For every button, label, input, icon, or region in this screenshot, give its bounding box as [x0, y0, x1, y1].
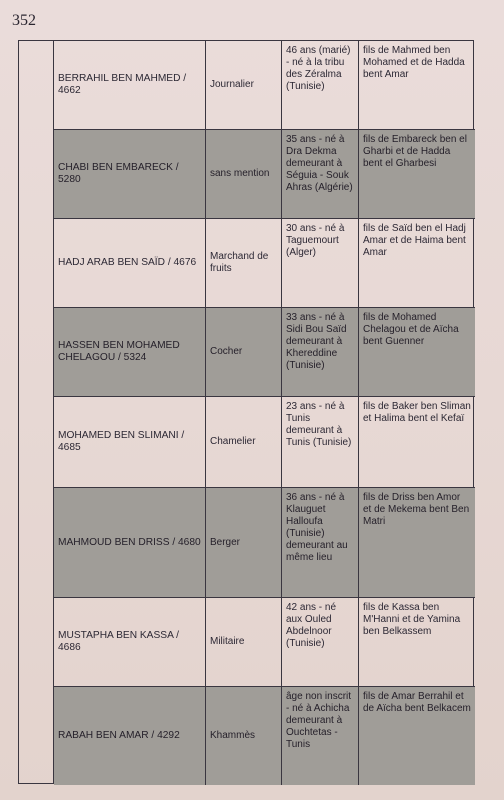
- age-birthplace: 23 ans - né à Tunis demeurant à Tunis (Tunisie): [282, 397, 359, 487]
- table-margin-column: [19, 41, 54, 783]
- person-name: HADJ ARAB BEN SAÏD / 4676: [54, 219, 206, 307]
- filiation: fils de Baker ben Sliman et Halima bent el Kefaï: [363, 401, 471, 424]
- age-birthplace: 42 ans - né aux Ouled Abdelnoor (Tunisie): [282, 598, 359, 686]
- person-name: HASSEN BEN MOHAMED CHELAGOU / 5324: [54, 308, 206, 396]
- person-name: CHABI BEN EMBARECK / 5280: [54, 130, 206, 218]
- filiation: fils de Kassa ben M'Hanni et de Yamina ben Belkassem: [363, 602, 461, 637]
- occupation: Berger: [206, 488, 282, 597]
- filiation: fils de Mahmed ben Mohamed et de Hadda bent Amar: [363, 45, 465, 80]
- person-name: BERRAHIL BEN MAHMED / 4662: [54, 41, 206, 129]
- person-name: MAHMOUD BEN DRISS / 4680: [54, 488, 206, 597]
- age-birthplace: 36 ans - né à Klauguet Halloufa (Tunisie) demeurant au même lieu: [282, 488, 359, 597]
- filiation: fils de Amar Berrahil et de Aïcha bent Belkacem: [363, 691, 471, 714]
- occupation: Journalier: [206, 41, 282, 129]
- table-row: [54, 41, 475, 130]
- filiation: fils de Mohamed Chelagou et de Aïcha bent Guenner: [363, 312, 459, 347]
- occupation: Marchand de fruits: [206, 219, 282, 307]
- occupation: Khammès: [206, 687, 282, 785]
- table-row: [54, 308, 475, 397]
- table-row: [54, 687, 475, 785]
- age-birthplace: 35 ans - né à Dra Dekma demeurant à Séguia - Souk Ahras (Algérie): [282, 130, 359, 218]
- page-number: 352: [12, 12, 36, 29]
- table-row: [54, 219, 475, 308]
- age-birthplace: 30 ans - né à Taguemourt (Alger): [282, 219, 359, 307]
- occupation: Cocher: [206, 308, 282, 396]
- occupation: Chamelier: [206, 397, 282, 487]
- person-name: RABAH BEN AMAR / 4292: [54, 687, 206, 785]
- filiation: fils de Driss ben Amor et de Mekema bent Ben Matri: [363, 492, 470, 527]
- filiation: fils de Saïd ben el Hadj Amar et de Haima bent Amar: [363, 223, 466, 258]
- table-row: [54, 598, 475, 687]
- table-row: [54, 488, 475, 598]
- age-birthplace: 33 ans - né à Sidi Bou Saïd demeurant à Khereddine (Tunisie): [282, 308, 359, 396]
- table-row: [54, 397, 475, 488]
- filiation: fils de Embareck ben el Gharbi et de Hadda bent el Gharbesi: [363, 134, 467, 169]
- occupation: Militaire: [206, 598, 282, 686]
- occupation: sans mention: [206, 130, 282, 218]
- age-birthplace: âge non inscrit - né à Achicha demeurant à Ouchtetas - Tunis: [282, 687, 359, 785]
- person-name: MOHAMED BEN SLIMANI / 4685: [54, 397, 206, 487]
- person-name: MUSTAPHA BEN KASSA / 4686: [54, 598, 206, 686]
- records-table: [18, 40, 474, 784]
- table-row: [54, 130, 475, 219]
- age-birthplace: 46 ans (marié) - né à la tribu des Zéralma (Tunisie): [282, 41, 359, 129]
